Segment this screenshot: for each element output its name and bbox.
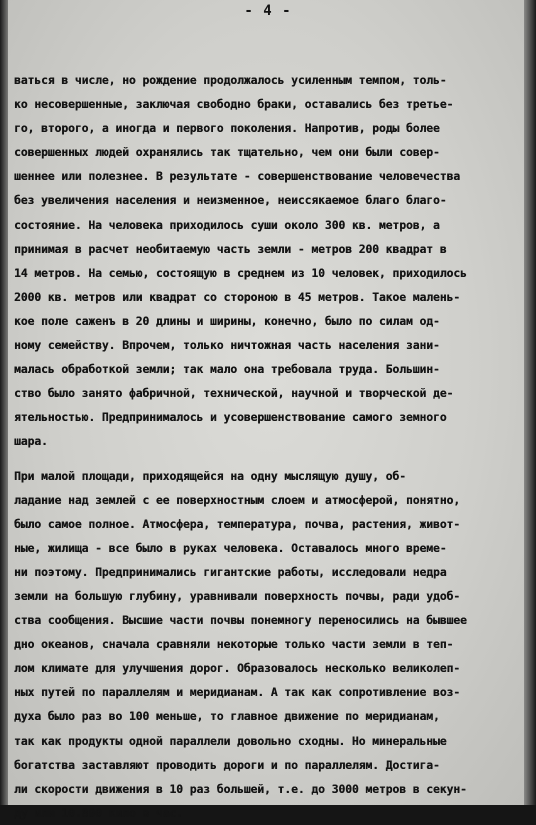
text-line: ваться в числе, но рождение продолжалось усиленным темпом, толь- [14,73,447,87]
text-line: ство было занято фабричной, технической, научной и творческой де- [14,386,454,401]
text-line: без увеличения населения и неизменное, неиссякаемое благо благо- [14,193,447,208]
text-line: состояние. На человека приходилось суши около 300 кв. метров, а [14,217,440,232]
text-line: шара. [14,434,48,449]
text-line: ко несовершенные, заключая свободно браки, оставались без третье- [14,97,454,112]
text-line: ладание над землей с ее поверхностным слоем и атмосферой, понятно, [14,492,461,507]
text-line: малась обработкой земли; так мало она требовала труда. Большин- [14,362,440,377]
text-line: богатства заставляют проводить дороги и по параллелям. Достига- [14,757,440,772]
text-line: ни поэтому. Предпринимались гигантские работы, исследовали недра [14,564,447,579]
text-line: ных путей по параллелям и меридианам. А так как сопротивление воз- [14,685,461,700]
text-line: лом климате для улучшения дорог. Образовалось несколько великолеп- [14,661,461,676]
paragraph-gap [14,454,526,464]
text-line: 14 метров. На семью, состоящую в среднем из 10 человек, приходилось [14,265,467,280]
text-line: совершенных людей охранялись так тщательно, чем они были совер- [14,145,440,160]
text-line: ные, жилища - все было в руках человека. Оставалось много време- [14,540,447,555]
page-number: - 4 - [244,3,292,19]
text-line: 2000 кв. метров или квадрат со стороною в 45 метров. Такое малень- [14,289,461,304]
text-line: кое поле саженъ в 20 длины и ширины, конечно, было по силам од- [14,313,440,328]
text-line: ли скорости движения в 10 раз большей, т.е. до 3000 метров в секун- [14,781,467,796]
paragraph-1 [14,68,526,454]
page-shadow-left [0,0,8,805]
text-line: шеннее или полезнее. В результате - совершенствование человечества [14,169,461,184]
paragraph-2 [14,464,526,825]
text-line: ства сообщения. Высшие части почвы понемногу переносились на бывшее [14,613,467,628]
text-line: земли на большую глубину, уравнивали поверхность почвы, ради удоб- [14,588,461,603]
text-line: принимая в расчет необитаемую часть земли - метров 200 квадрат в [14,241,447,256]
text-line: ду или 10.800 кило в час. [14,805,183,820]
text-line: было самое полное. Атмосфера, температура, почва, растения, живот- [14,516,461,531]
text-line: дно океанов, сначала сравняли некоторые только части земли в теп- [14,637,454,652]
text-line: го, второго, а иногда и первого поколения. Напротив, роды более [14,121,440,136]
text-line: ному семейству. Впрочем, только ничтожная часть населения зани- [14,338,440,353]
text-line: так как продукты одной параллели довольно сходны. Но минеральные [14,733,447,748]
text-line: ятельностью. Предпринималось и усовершенствование самого земного [14,410,447,425]
page-body [14,68,526,825]
text-line: духа было раз во 100 меньше, то главное движение по меридианам, [14,709,440,724]
text-line: При малой площади, приходящейся на одну мыслящую душу, об- [14,468,406,483]
